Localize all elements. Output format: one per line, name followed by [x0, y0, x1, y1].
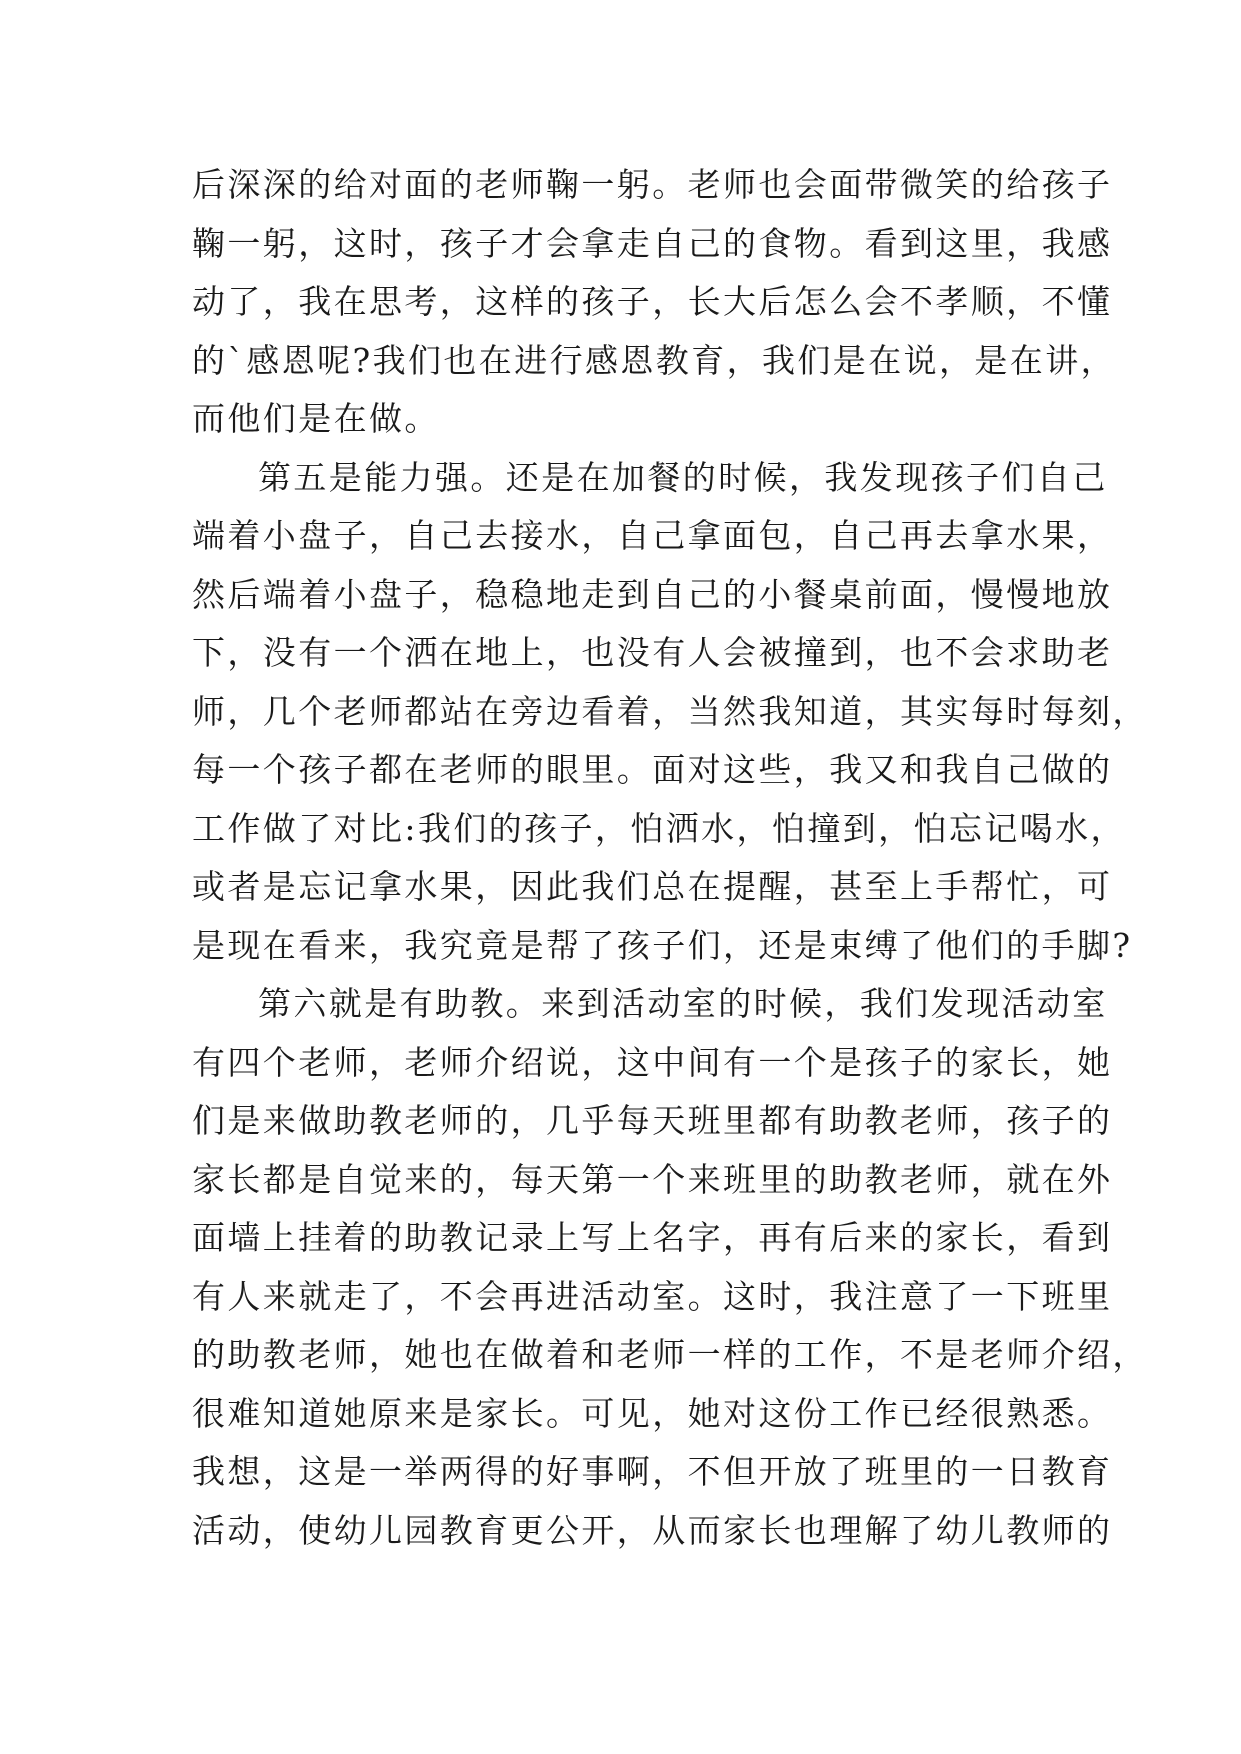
text-line: 后深深的给对面的老师鞠一躬。老师也会面带微笑的给孩子	[192, 165, 1113, 204]
text-line: 工作做了对比:我们的孩子，怕洒水，怕撞到，怕忘记喝水，	[192, 808, 1126, 848]
paragraph-start-line: 第五是能力强。还是在加餐的时候，我发现孩子们自己	[258, 457, 1108, 497]
body-text	[192, 156, 1148, 1560]
text-line: 师，几个老师都站在旁边看着，当然我知道，其实每时每刻，	[192, 691, 1148, 731]
text-line: 或者是忘记拿水果，因此我们总在提醒，甚至上手帮忙，可	[192, 867, 1113, 906]
text-line: 家长都是自觉来的，每天第一个来班里的助教老师，就在外	[192, 1159, 1113, 1199]
text-line: 很难知道她原来是家长。可见，她对这份工作已经很熟悉。	[192, 1393, 1113, 1433]
text-line: 下，没有一个洒在地上，也没有人会被撞到，也不会求助老	[192, 633, 1113, 672]
text-line: 动了，我在思考，这样的孩子，长大后怎么会不孝顺，不懂	[192, 282, 1113, 321]
text-line: 的助教老师，她也在做着和老师一样的工作，不是老师介绍，	[192, 1335, 1148, 1374]
text-line: 面墙上挂着的助教记录上写上名字，再有后来的家长，看到	[192, 1218, 1113, 1257]
text-line: 的`感恩呢?我们也在进行感恩教育，我们是在说，是在讲，	[192, 340, 1116, 380]
text-line: 我想，这是一举两得的好事啊，不但开放了班里的一日教育	[192, 1452, 1113, 1491]
text-line: 而他们是在做。	[192, 399, 440, 438]
text-line: 活动，使幼儿园教育更公开，从而家长也理解了幼儿教师的	[192, 1510, 1113, 1550]
text-line: 每一个孩子都在老师的眼里。面对这些，我又和我自己做的	[192, 750, 1113, 789]
paragraph-start-line: 第六就是有助教。来到活动室的时候，我们发现活动室	[258, 984, 1108, 1023]
text-line: 有人来就走了，不会再进活动室。这时，我注意了一下班里	[192, 1276, 1113, 1316]
text-line: 们是来做助教老师的，几乎每天班里都有助教老师，孩子的	[192, 1101, 1113, 1140]
text-line: 有四个老师，老师介绍说，这中间有一个是孩子的家长，她	[192, 1042, 1113, 1082]
text-line: 端着小盘子，自己去接水，自己拿面包，自己再去拿水果，	[192, 516, 1113, 555]
text-line: 是现在看来，我究竟是帮了孩子们，还是束缚了他们的手脚?	[192, 925, 1133, 965]
text-line: 然后端着小盘子，稳稳地走到自己的小餐桌前面，慢慢地放	[192, 574, 1113, 614]
text-line: 鞠一躬，这时，孩子才会拿走自己的食物。看到这里，我感	[192, 223, 1113, 263]
